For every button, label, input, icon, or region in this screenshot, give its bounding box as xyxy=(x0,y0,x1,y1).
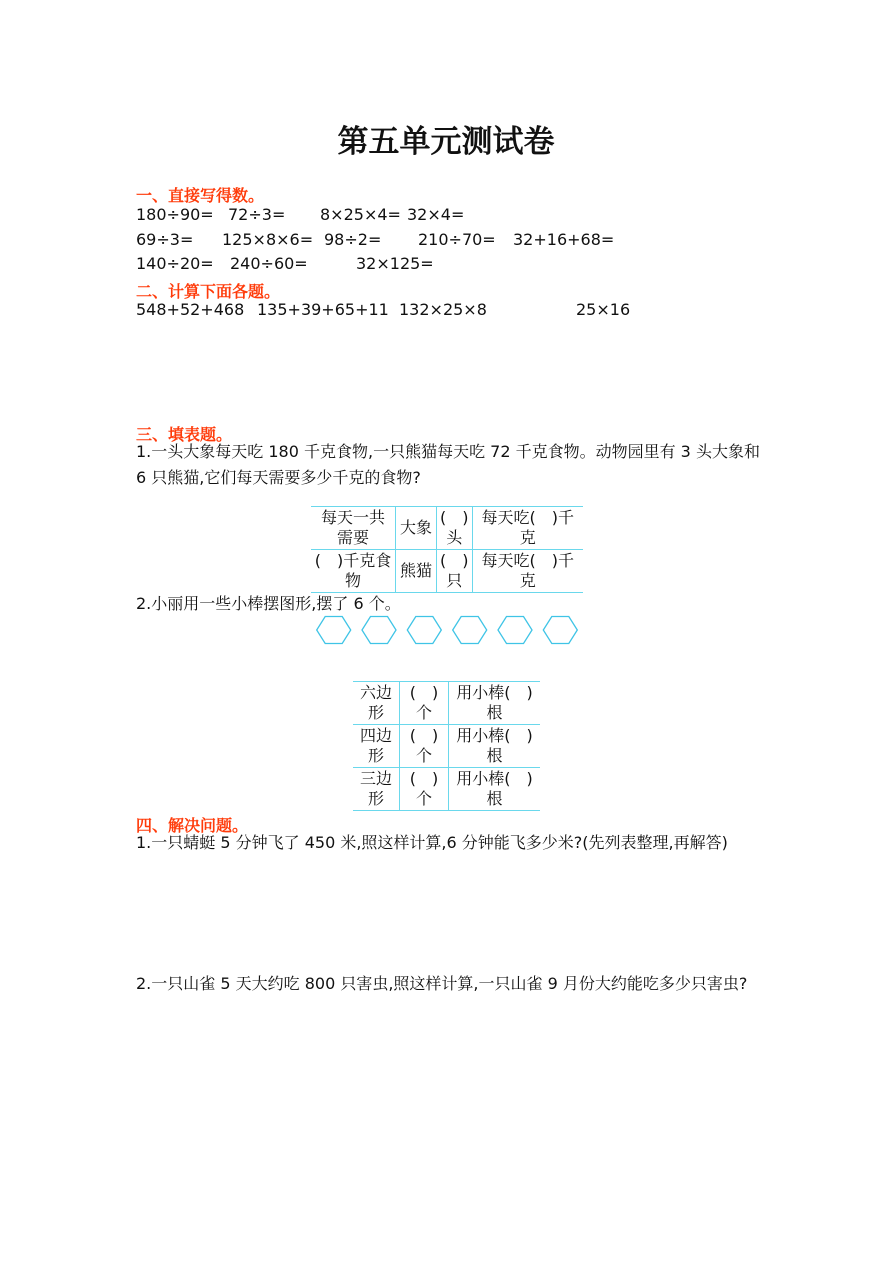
table-cell: ( )只 xyxy=(437,550,473,593)
question-4-2: 2.一只山雀 5 天大约吃 800 只害虫,照这样计算,一只山雀 9 月份大约能吃多少只害虫? xyxy=(136,974,748,993)
table-cell: ( )个 xyxy=(400,768,449,811)
table-cell: 每天吃( )千克 xyxy=(472,507,583,550)
question-3-1: 1.一头大象每天吃 180 千克食物,一只熊猫每天吃 72 千克食物。动物园里有 3 头大象和 6 只熊猫,它们每天需要多少千克的食物? xyxy=(136,442,760,487)
expr-2-2: 125×8×6= xyxy=(222,230,314,249)
question-4-1: 1.一只蜻蜓 5 分钟飞了 450 米,照这样计算,6 分钟能飞多少米?(先列表整理,再解答) xyxy=(136,833,728,852)
table-cell: 用小棒( )根 xyxy=(449,725,541,768)
calc-item-4: 25×16 xyxy=(576,300,631,319)
hexagon-shape xyxy=(543,617,577,644)
table-cell: 大象 xyxy=(396,507,437,550)
hexagon-shape xyxy=(317,617,351,644)
page-title: 第五单元测试卷 xyxy=(337,124,555,160)
calc-item-2: 135+39+65+11 xyxy=(257,300,389,319)
expr-1-4: 32×4= xyxy=(407,205,465,224)
table-row xyxy=(353,768,540,811)
expr-3-2: 240÷60= xyxy=(230,254,308,273)
table-animals xyxy=(311,506,583,593)
table-row xyxy=(353,682,540,725)
expr-1-3: 8×25×4= xyxy=(320,205,401,224)
section-4-heading: 四、解决问题。 xyxy=(136,816,249,835)
hexagon-shape xyxy=(362,617,396,644)
table-cell: 每天吃( )千克 xyxy=(472,550,583,593)
calc-item-3: 132×25×8 xyxy=(399,300,487,319)
expr-3-1: 140÷20= xyxy=(136,254,214,273)
table-cell: 三边形 xyxy=(353,768,400,811)
table-row xyxy=(311,550,583,593)
table-cell: ( )头 xyxy=(437,507,473,550)
table-cell: 用小棒( )根 xyxy=(449,768,541,811)
table-cell: 四边形 xyxy=(353,725,400,768)
expr-2-1: 69÷3= xyxy=(136,230,194,249)
hexagon-row xyxy=(311,612,583,648)
expr-2-5: 32+16+68= xyxy=(513,230,615,249)
expr-2-4: 210÷70= xyxy=(418,230,496,249)
hexagon-shape xyxy=(498,617,532,644)
table-row xyxy=(353,725,540,768)
table-cell: ( )千克食物 xyxy=(311,550,396,593)
hexagon-figures xyxy=(311,612,583,648)
hexagon-shape xyxy=(453,617,487,644)
table-cell: 用小棒( )根 xyxy=(449,682,541,725)
table-cell: 熊猫 xyxy=(396,550,437,593)
table-cell: ( )个 xyxy=(400,725,449,768)
table-cell: 每天一共需要 xyxy=(311,507,396,550)
table-cell: 六边形 xyxy=(353,682,400,725)
table-shapes xyxy=(353,681,540,811)
calc-item-1: 548+52+468 xyxy=(136,300,245,319)
expr-2-3: 98÷2= xyxy=(324,230,382,249)
question-3-2: 2.小丽用一些小棒摆图形,摆了 6 个。 xyxy=(136,594,401,613)
section-3-heading: 三、填表题。 xyxy=(136,425,233,444)
section-1-heading: 一、直接写得数。 xyxy=(136,186,265,205)
table-cell: ( )个 xyxy=(400,682,449,725)
expr-1-1: 180÷90= xyxy=(136,205,214,224)
expr-1-2: 72÷3= xyxy=(228,205,286,224)
section-2-heading: 二、计算下面各题。 xyxy=(136,282,281,301)
hexagon-shape xyxy=(407,617,441,644)
table-row xyxy=(311,507,583,550)
expr-3-3: 32×125= xyxy=(356,254,434,273)
